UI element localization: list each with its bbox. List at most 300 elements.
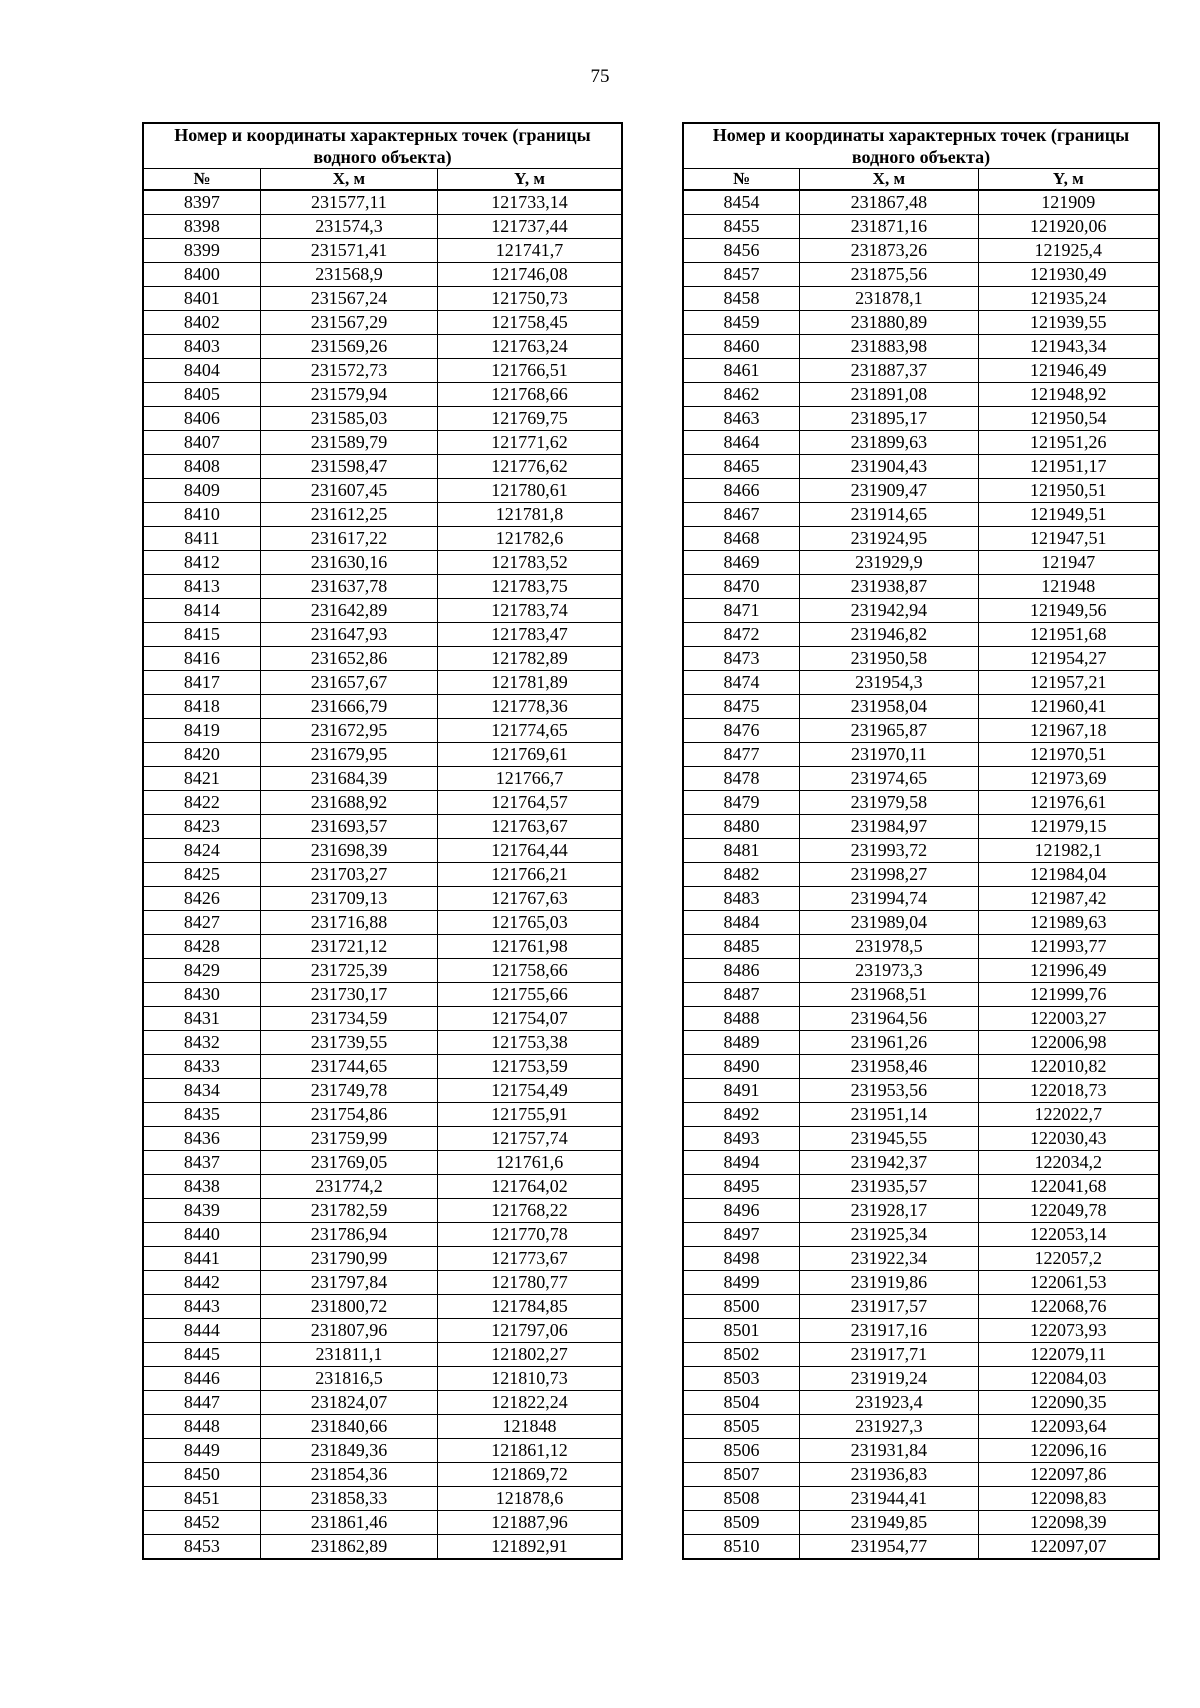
cell-x: 231958,46 <box>800 1055 979 1079</box>
cell-x: 231919,24 <box>800 1367 979 1391</box>
cell-x: 231568,9 <box>260 263 437 287</box>
cell-number: 8459 <box>683 311 800 335</box>
cell-x: 231989,04 <box>800 911 979 935</box>
cell-x: 231647,93 <box>260 623 437 647</box>
cell-y: 121848 <box>438 1415 622 1439</box>
cell-y: 121741,7 <box>438 239 622 263</box>
cell-number: 8476 <box>683 719 800 743</box>
table-row <box>683 479 1159 503</box>
cell-x: 231790,99 <box>260 1247 437 1271</box>
cell-x: 231612,25 <box>260 503 437 527</box>
cell-y: 121765,03 <box>438 911 622 935</box>
cell-x: 231598,47 <box>260 455 437 479</box>
cell-y: 122084,03 <box>978 1367 1159 1391</box>
table-row <box>143 311 622 335</box>
cell-x: 231899,63 <box>800 431 979 455</box>
table-row <box>143 263 622 287</box>
table-row <box>683 599 1159 623</box>
cell-number: 8478 <box>683 767 800 791</box>
cell-x: 231774,2 <box>260 1175 437 1199</box>
cell-number: 8483 <box>683 887 800 911</box>
table-row <box>143 383 622 407</box>
cell-number: 8424 <box>143 839 260 863</box>
table-row <box>683 575 1159 599</box>
cell-number: 8470 <box>683 575 800 599</box>
table-row <box>143 695 622 719</box>
cell-x: 231958,04 <box>800 695 979 719</box>
cell-y: 121766,21 <box>438 863 622 887</box>
cell-number: 8499 <box>683 1271 800 1295</box>
table-row <box>143 1031 622 1055</box>
cell-x: 231929,9 <box>800 551 979 575</box>
cell-y: 121764,44 <box>438 839 622 863</box>
cell-x: 231862,89 <box>260 1535 437 1560</box>
cell-x: 231607,45 <box>260 479 437 503</box>
cell-number: 8418 <box>143 695 260 719</box>
cell-y: 121763,24 <box>438 335 622 359</box>
table-row <box>683 1007 1159 1031</box>
table-row <box>683 1343 1159 1367</box>
cell-x: 231942,37 <box>800 1151 979 1175</box>
table-row <box>143 359 622 383</box>
cell-y: 121802,27 <box>438 1343 622 1367</box>
table-body <box>683 190 1159 1559</box>
cell-number: 8466 <box>683 479 800 503</box>
table-row <box>683 1031 1159 1055</box>
cell-number: 8422 <box>143 791 260 815</box>
cell-y: 121950,51 <box>978 479 1159 503</box>
table-row <box>683 1535 1159 1560</box>
table-row <box>143 335 622 359</box>
cell-x: 231585,03 <box>260 407 437 431</box>
cell-y: 121984,04 <box>978 863 1159 887</box>
cell-number: 8492 <box>683 1103 800 1127</box>
cell-y: 121951,17 <box>978 455 1159 479</box>
cell-x: 231871,16 <box>800 215 979 239</box>
table-row <box>143 647 622 671</box>
table-row <box>683 647 1159 671</box>
cell-y: 121771,62 <box>438 431 622 455</box>
cell-y: 121935,24 <box>978 287 1159 311</box>
cell-number: 8457 <box>683 263 800 287</box>
cell-x: 231734,59 <box>260 1007 437 1031</box>
cell-x: 231954,77 <box>800 1535 979 1560</box>
table-row <box>143 815 622 839</box>
cell-y: 121767,63 <box>438 887 622 911</box>
cell-number: 8402 <box>143 311 260 335</box>
cell-x: 231849,36 <box>260 1439 437 1463</box>
table-row <box>143 1007 622 1031</box>
table-row <box>143 1127 622 1151</box>
cell-number: 8441 <box>143 1247 260 1271</box>
cell-y: 121770,78 <box>438 1223 622 1247</box>
cell-number: 8431 <box>143 1007 260 1031</box>
table-row <box>683 911 1159 935</box>
table-row <box>143 287 622 311</box>
cell-x: 231782,59 <box>260 1199 437 1223</box>
cell-number: 8403 <box>143 335 260 359</box>
cell-y: 121960,41 <box>978 695 1159 719</box>
cell-y: 122068,76 <box>978 1295 1159 1319</box>
cell-y: 122034,2 <box>978 1151 1159 1175</box>
cell-y: 121861,12 <box>438 1439 622 1463</box>
cell-x: 231816,5 <box>260 1367 437 1391</box>
cell-number: 8430 <box>143 983 260 1007</box>
table-row <box>683 1391 1159 1415</box>
table-row <box>143 743 622 767</box>
cell-x: 231642,89 <box>260 599 437 623</box>
table-row <box>683 335 1159 359</box>
cell-x: 231867,48 <box>800 190 979 215</box>
table-row <box>143 1319 622 1343</box>
cell-x: 231944,41 <box>800 1487 979 1511</box>
cell-number: 8432 <box>143 1031 260 1055</box>
cell-number: 8433 <box>143 1055 260 1079</box>
cell-y: 121946,49 <box>978 359 1159 383</box>
cell-y: 121766,7 <box>438 767 622 791</box>
cell-y: 121782,6 <box>438 527 622 551</box>
table-row <box>683 551 1159 575</box>
cell-y: 122079,11 <box>978 1343 1159 1367</box>
cell-y: 122030,43 <box>978 1127 1159 1151</box>
cell-y: 121763,67 <box>438 815 622 839</box>
cell-y: 121822,24 <box>438 1391 622 1415</box>
cell-number: 8449 <box>143 1439 260 1463</box>
cell-y: 121947,51 <box>978 527 1159 551</box>
cell-number: 8409 <box>143 479 260 503</box>
table-row <box>683 383 1159 407</box>
cell-number: 8475 <box>683 695 800 719</box>
cell-number: 8500 <box>683 1295 800 1319</box>
cell-x: 231617,22 <box>260 527 437 551</box>
cell-number: 8455 <box>683 215 800 239</box>
cell-number: 8464 <box>683 431 800 455</box>
cell-x: 231688,92 <box>260 791 437 815</box>
table-row <box>683 743 1159 767</box>
cell-y: 121892,91 <box>438 1535 622 1560</box>
table-row <box>683 190 1159 215</box>
cell-y: 121979,15 <box>978 815 1159 839</box>
table-row <box>143 887 622 911</box>
cell-number: 8444 <box>143 1319 260 1343</box>
cell-y: 121783,74 <box>438 599 622 623</box>
cell-x: 231998,27 <box>800 863 979 887</box>
cell-y: 121948,92 <box>978 383 1159 407</box>
cell-x: 231630,16 <box>260 551 437 575</box>
cell-number: 8413 <box>143 575 260 599</box>
table-row <box>143 983 622 1007</box>
cell-y: 122022,7 <box>978 1103 1159 1127</box>
cell-number: 8502 <box>683 1343 800 1367</box>
cell-number: 8506 <box>683 1439 800 1463</box>
cell-y: 121949,56 <box>978 599 1159 623</box>
table-row <box>143 1271 622 1295</box>
cell-x: 231579,94 <box>260 383 437 407</box>
cell-number: 8405 <box>143 383 260 407</box>
cell-y: 122073,93 <box>978 1319 1159 1343</box>
column-header-y: Y, м <box>978 169 1159 191</box>
table-row <box>143 1199 622 1223</box>
cell-number: 8417 <box>143 671 260 695</box>
cell-x: 231979,58 <box>800 791 979 815</box>
cell-number: 8498 <box>683 1247 800 1271</box>
cell-number: 8427 <box>143 911 260 935</box>
cell-y: 122090,35 <box>978 1391 1159 1415</box>
table-row <box>143 1487 622 1511</box>
table-row <box>683 1415 1159 1439</box>
cell-y: 121925,4 <box>978 239 1159 263</box>
cell-x: 231824,07 <box>260 1391 437 1415</box>
table-row <box>143 959 622 983</box>
cell-y: 121782,89 <box>438 647 622 671</box>
table-row <box>143 455 622 479</box>
cell-x: 231965,87 <box>800 719 979 743</box>
cell-x: 231923,4 <box>800 1391 979 1415</box>
column-header-number: № <box>143 169 260 191</box>
cell-x: 231895,17 <box>800 407 979 431</box>
table-caption: Номер и координаты характерных точек (границы водного объекта) <box>143 123 622 169</box>
table-row <box>143 190 622 215</box>
cell-x: 231878,1 <box>800 287 979 311</box>
table-row <box>143 767 622 791</box>
cell-x: 231909,47 <box>800 479 979 503</box>
table-row <box>683 263 1159 287</box>
cell-number: 8406 <box>143 407 260 431</box>
table-row <box>683 815 1159 839</box>
cell-x: 231978,5 <box>800 935 979 959</box>
cell-number: 8436 <box>143 1127 260 1151</box>
cell-y: 121970,51 <box>978 743 1159 767</box>
table-row <box>683 1487 1159 1511</box>
cell-y: 122096,16 <box>978 1439 1159 1463</box>
cell-y: 122098,39 <box>978 1511 1159 1535</box>
table-row <box>143 623 622 647</box>
cell-x: 231567,24 <box>260 287 437 311</box>
cell-x: 231953,56 <box>800 1079 979 1103</box>
cell-number: 8453 <box>143 1535 260 1560</box>
cell-number: 8463 <box>683 407 800 431</box>
cell-number: 8401 <box>143 287 260 311</box>
cell-y: 121750,73 <box>438 287 622 311</box>
cell-y: 121776,62 <box>438 455 622 479</box>
cell-x: 231904,43 <box>800 455 979 479</box>
column-header-x: X, м <box>260 169 437 191</box>
cell-number: 8503 <box>683 1367 800 1391</box>
cell-number: 8465 <box>683 455 800 479</box>
cell-y: 121746,08 <box>438 263 622 287</box>
cell-number: 8480 <box>683 815 800 839</box>
table-row <box>683 719 1159 743</box>
cell-y: 121920,06 <box>978 215 1159 239</box>
cell-y: 121781,89 <box>438 671 622 695</box>
cell-x: 231917,71 <box>800 1343 979 1367</box>
cell-y: 121758,66 <box>438 959 622 983</box>
table-row <box>683 935 1159 959</box>
cell-number: 8408 <box>143 455 260 479</box>
table-row <box>143 1103 622 1127</box>
cell-number: 8412 <box>143 551 260 575</box>
table-row <box>143 551 622 575</box>
table-row <box>143 431 622 455</box>
cell-number: 8471 <box>683 599 800 623</box>
table-row <box>143 599 622 623</box>
cell-y: 121768,66 <box>438 383 622 407</box>
cell-y: 122093,64 <box>978 1415 1159 1439</box>
table-row <box>143 1079 622 1103</box>
cell-number: 8460 <box>683 335 800 359</box>
cell-number: 8493 <box>683 1127 800 1151</box>
cell-y: 121753,59 <box>438 1055 622 1079</box>
cell-x: 231574,3 <box>260 215 437 239</box>
cell-number: 8462 <box>683 383 800 407</box>
cell-y: 121996,49 <box>978 959 1159 983</box>
cell-y: 122098,83 <box>978 1487 1159 1511</box>
cell-x: 231993,72 <box>800 839 979 863</box>
cell-x: 231721,12 <box>260 935 437 959</box>
cell-y: 121784,85 <box>438 1295 622 1319</box>
cell-x: 231914,65 <box>800 503 979 527</box>
cell-x: 231854,36 <box>260 1463 437 1487</box>
cell-x: 231797,84 <box>260 1271 437 1295</box>
cell-x: 231684,39 <box>260 767 437 791</box>
cell-x: 231709,13 <box>260 887 437 911</box>
table-row <box>143 215 622 239</box>
table-row <box>683 671 1159 695</box>
table-body <box>143 190 622 1559</box>
cell-y: 122097,86 <box>978 1463 1159 1487</box>
cell-x: 231572,73 <box>260 359 437 383</box>
cell-x: 231875,56 <box>800 263 979 287</box>
table-row <box>143 575 622 599</box>
cell-number: 8398 <box>143 215 260 239</box>
cell-number: 8414 <box>143 599 260 623</box>
table-row <box>143 239 622 263</box>
cell-y: 121769,61 <box>438 743 622 767</box>
cell-number: 8423 <box>143 815 260 839</box>
cell-number: 8415 <box>143 623 260 647</box>
cell-x: 231974,65 <box>800 767 979 791</box>
table-row <box>683 839 1159 863</box>
cell-number: 8426 <box>143 887 260 911</box>
cell-number: 8507 <box>683 1463 800 1487</box>
cell-x: 231873,26 <box>800 239 979 263</box>
cell-x: 231769,05 <box>260 1151 437 1175</box>
cell-y: 121947 <box>978 551 1159 575</box>
table-row <box>683 1295 1159 1319</box>
table-caption: Номер и координаты характерных точек (границы водного объекта) <box>683 123 1159 169</box>
cell-y: 121948 <box>978 575 1159 599</box>
cell-number: 8473 <box>683 647 800 671</box>
cell-number: 8454 <box>683 190 800 215</box>
cell-x: 231807,96 <box>260 1319 437 1343</box>
cell-number: 8407 <box>143 431 260 455</box>
table-row <box>683 1103 1159 1127</box>
cell-y: 121797,06 <box>438 1319 622 1343</box>
table-row <box>143 1535 622 1560</box>
cell-x: 231927,3 <box>800 1415 979 1439</box>
cell-number: 8450 <box>143 1463 260 1487</box>
cell-number: 8501 <box>683 1319 800 1343</box>
cell-number: 8451 <box>143 1487 260 1511</box>
cell-number: 8486 <box>683 959 800 983</box>
cell-number: 8467 <box>683 503 800 527</box>
cell-y: 121737,44 <box>438 215 622 239</box>
table-row <box>683 1511 1159 1535</box>
cell-number: 8399 <box>143 239 260 263</box>
table-row <box>683 455 1159 479</box>
table-row <box>683 1151 1159 1175</box>
cell-y: 122041,68 <box>978 1175 1159 1199</box>
cell-y: 122006,98 <box>978 1031 1159 1055</box>
table-row <box>683 863 1159 887</box>
cell-y: 122003,27 <box>978 1007 1159 1031</box>
table-row <box>143 839 622 863</box>
cell-number: 8472 <box>683 623 800 647</box>
table-row <box>683 1127 1159 1151</box>
cell-x: 231693,57 <box>260 815 437 839</box>
cell-number: 8447 <box>143 1391 260 1415</box>
cell-x: 231970,11 <box>800 743 979 767</box>
table-row <box>143 1175 622 1199</box>
table-row <box>143 479 622 503</box>
cell-number: 8425 <box>143 863 260 887</box>
cell-x: 231569,26 <box>260 335 437 359</box>
table-row <box>143 407 622 431</box>
table-row <box>143 1391 622 1415</box>
cell-x: 231961,26 <box>800 1031 979 1055</box>
table-row <box>683 1319 1159 1343</box>
table-row <box>683 767 1159 791</box>
table-row <box>143 1247 622 1271</box>
table-row <box>683 695 1159 719</box>
cell-x: 231936,83 <box>800 1463 979 1487</box>
cell-y: 121993,77 <box>978 935 1159 959</box>
column-header-y: Y, м <box>438 169 622 191</box>
cell-number: 8435 <box>143 1103 260 1127</box>
cell-number: 8404 <box>143 359 260 383</box>
cell-y: 121950,54 <box>978 407 1159 431</box>
table-row <box>683 503 1159 527</box>
cell-x: 231858,33 <box>260 1487 437 1511</box>
cell-number: 8496 <box>683 1199 800 1223</box>
cell-y: 121810,73 <box>438 1367 622 1391</box>
table-row <box>683 887 1159 911</box>
table-row <box>683 1175 1159 1199</box>
cell-x: 231759,99 <box>260 1127 437 1151</box>
cell-y: 121780,61 <box>438 479 622 503</box>
cell-number: 8442 <box>143 1271 260 1295</box>
cell-number: 8494 <box>683 1151 800 1175</box>
cell-number: 8487 <box>683 983 800 1007</box>
cell-x: 231946,82 <box>800 623 979 647</box>
cell-y: 121982,1 <box>978 839 1159 863</box>
cell-y: 121755,66 <box>438 983 622 1007</box>
page-number: 75 <box>590 66 610 87</box>
cell-y: 121989,63 <box>978 911 1159 935</box>
cell-y: 122061,53 <box>978 1271 1159 1295</box>
table-row <box>683 1439 1159 1463</box>
cell-x: 231840,66 <box>260 1415 437 1439</box>
cell-x: 231984,97 <box>800 815 979 839</box>
table-row <box>143 503 622 527</box>
cell-number: 8440 <box>143 1223 260 1247</box>
cell-y: 122057,2 <box>978 1247 1159 1271</box>
cell-y: 121754,49 <box>438 1079 622 1103</box>
table-row <box>683 1247 1159 1271</box>
cell-x: 231567,29 <box>260 311 437 335</box>
cell-number: 8495 <box>683 1175 800 1199</box>
cell-number: 8510 <box>683 1535 800 1560</box>
